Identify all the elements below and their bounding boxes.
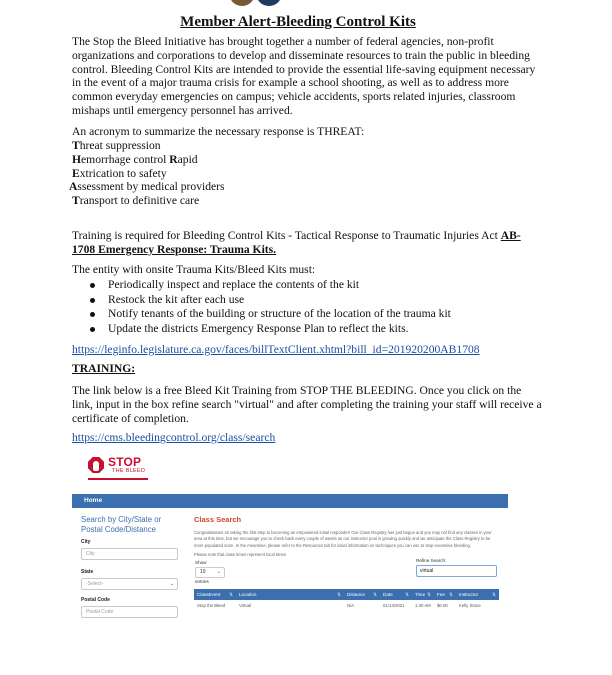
column-header[interactable]: ClassEvent ⇅ bbox=[194, 589, 236, 600]
chevron-down-icon: ⌄ bbox=[169, 581, 174, 587]
results-table-header bbox=[194, 589, 499, 600]
table-cell: $0.00 bbox=[437, 603, 448, 609]
act-reference: AB-1708 Emergency Response: Trauma Kits. bbox=[72, 229, 521, 256]
table-row bbox=[194, 602, 499, 610]
nav-home[interactable]: Home bbox=[84, 497, 103, 504]
top-logo-fragment-right bbox=[256, 0, 282, 6]
training-requirement bbox=[72, 229, 542, 257]
sidebar-heading: Search by City/State or Postal Code/Distance bbox=[81, 515, 162, 534]
top-logo-fragment-left bbox=[229, 0, 255, 6]
list-item: Restock the kit after each use bbox=[90, 293, 451, 308]
state-select[interactable]: -Select- ⌄ bbox=[81, 578, 178, 590]
training-paragraph: The link below is a free Bleed Kit Training from STOP THE BLEEDING. Once you click on the link, input in the box refine search "virtual" and after completing the training your staff will receive a certificate of completion. bbox=[72, 384, 542, 425]
table-cell: 01/13/2021 bbox=[383, 603, 405, 609]
search-sidebar bbox=[81, 515, 178, 618]
chevron-down-icon: ⌄ bbox=[216, 569, 221, 576]
class-search-main bbox=[194, 515, 499, 610]
logo-word: STOP bbox=[108, 455, 142, 469]
column-header[interactable]: Distance ⇅ bbox=[344, 589, 380, 600]
threat-acronym-list bbox=[69, 139, 225, 208]
column-header[interactable]: Date ⇅ bbox=[380, 589, 412, 600]
list-item: Hemorrhage control Rapid bbox=[72, 152, 198, 166]
table-cell: N/A bbox=[347, 603, 355, 609]
acronym-intro: An acronym to summarize the necessary response is THREAT: bbox=[72, 125, 365, 138]
postal-code-input[interactable]: Postal Code bbox=[81, 606, 178, 618]
refine-search-label: Refine Search: bbox=[416, 558, 447, 564]
refine-search-input[interactable]: virtual bbox=[416, 565, 497, 577]
postal-code-label: Postal Code bbox=[81, 597, 110, 603]
training-link[interactable]: https://cms.bleedingcontrol.org/class/search bbox=[72, 431, 276, 444]
entity-intro: The entity with onsite Trauma Kits/Bleed Kits must: bbox=[72, 263, 316, 276]
page-title: Member Alert-Bleeding Control Kits bbox=[180, 14, 416, 30]
column-header[interactable]: Fee ⇅ bbox=[434, 589, 456, 600]
training-heading: TRAINING: bbox=[72, 362, 136, 375]
table-cell: Kelly Stone bbox=[459, 603, 481, 609]
class-search-screenshot bbox=[72, 494, 508, 634]
state-label: State bbox=[81, 569, 94, 575]
class-search-title: Class Search bbox=[194, 515, 242, 524]
logo-subtitle: THE BLEED bbox=[112, 468, 146, 474]
list-item: Notify tenants of the building or structure of the location of the trauma kit bbox=[90, 307, 451, 322]
list-item: Assessment by medical providers bbox=[69, 180, 225, 194]
stop-hand-icon bbox=[88, 457, 104, 473]
time-note: Please note that class times represent local times bbox=[194, 552, 286, 558]
class-search-text: Congratulations on taking the first step to becoming an empowered initial responder! Our Class Registry has just begun and you may not find any classes in your area at this time, but we encourage you to check back every couple of weeks as our instructor pool is growing quickly and we anticipate the Class Registry to be more populated soon. In the meantime, please refer to the Resources tab for initial information on techniques you can use to stop excessive bleeding. bbox=[194, 530, 492, 548]
requirements-list bbox=[90, 278, 451, 336]
list-item: Transport to definitive care bbox=[72, 194, 200, 208]
table-cell[interactable]: Stop the Bleed bbox=[197, 603, 226, 609]
list-item: Threat suppression bbox=[72, 139, 161, 152]
list-item: Extrication to safety bbox=[72, 166, 167, 180]
table-cell: Virtual bbox=[239, 603, 252, 609]
column-header[interactable]: Time ⇅ bbox=[412, 589, 434, 600]
show-label: Show bbox=[195, 560, 207, 566]
nav-bar bbox=[72, 494, 508, 508]
intro-paragraph: The Stop the Bleed Initiative has brought together a number of federal agencies, non-profit organizations and corporations to develop and disseminate resources to train the public in bleeding control. Bleeding Control Kits are intended to provide the essential life-saving equipment necessary in the event of a major trauma crisis for example a school shooting, as well as to address more common everyday emergencies on campus; vehicle accidents, sports related injuries, classroom mishaps until emergency personnel has arrived. bbox=[72, 35, 536, 117]
city-label: City bbox=[81, 539, 91, 545]
legislation-link[interactable]: https://leginfo.legislature.ca.gov/faces/billTextClient.xhtml?bill_id=201920200AB1708 bbox=[72, 343, 480, 356]
column-header[interactable]: Location ⇅ bbox=[236, 589, 344, 600]
entries-label: entries bbox=[195, 579, 209, 585]
stop-the-bleed-logo bbox=[88, 455, 150, 482]
table-cell: 1:30 AM bbox=[415, 603, 431, 609]
show-entries-select[interactable]: 10 ⌄ bbox=[195, 567, 225, 578]
training-requirement-text: Training is required for Bleeding Control Kits - Tactical Response to Traumatic Injuries Act bbox=[72, 229, 501, 242]
list-item: Update the districts Emergency Response Plan to reflect the kits. bbox=[90, 322, 451, 337]
column-header[interactable]: Instructor ⇅ bbox=[456, 589, 499, 600]
city-input[interactable]: City bbox=[81, 548, 178, 560]
list-item: Periodically inspect and replace the contents of the kit bbox=[90, 278, 451, 293]
